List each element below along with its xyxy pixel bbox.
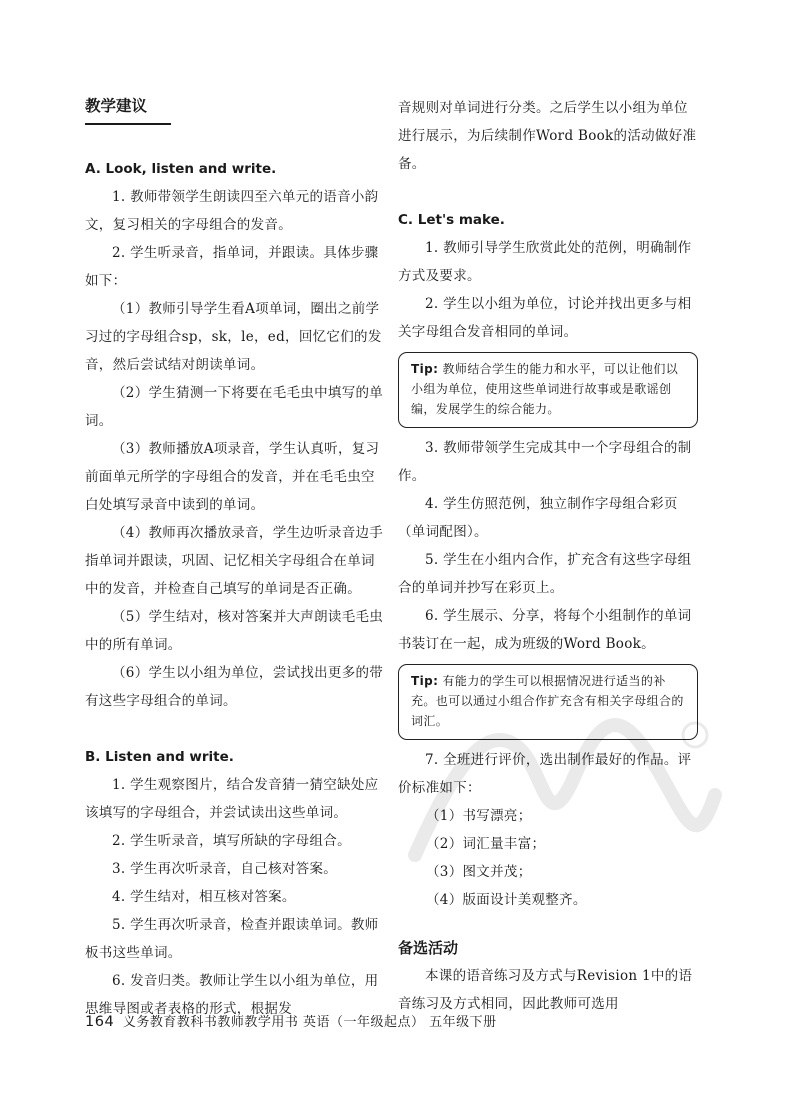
alternative-activity-title: 备选活动 bbox=[398, 939, 459, 957]
tip-label: Tip: bbox=[411, 674, 439, 688]
c-paragraph-6: 6. 学生展示、分享，将每个小组制作的单词书装订在一起，成为班级的Word Book。 bbox=[398, 608, 692, 652]
criteria-item: （3）图文并茂； bbox=[426, 864, 532, 880]
c-paragraph-5: 5. 学生在小组内合作，扩充含有这些字母组合的单词并抄写在彩页上。 bbox=[398, 552, 692, 596]
c-paragraph-1: 1. 教师引导学生欣赏此处的范例，明确制作方式及要求。 bbox=[398, 240, 692, 284]
a-paragraph-5: （3）教师播放A项录音，学生认真听，复习前面单元所学的字母组合的发音，并在毛毛虫空白处填写录音中读到的单词。 bbox=[85, 441, 380, 513]
a-paragraph-8: （6）学生以小组为单位，尝试找出更多的带有这些字母组合的单词。 bbox=[85, 665, 384, 709]
criteria-item: （4）版面设计美观整齐。 bbox=[426, 892, 587, 908]
b-paragraph-1: 1. 学生观察图片，结合发音猜一猜空缺处应该填写的字母组合，并尝试读出这些单词。 bbox=[85, 777, 379, 821]
c-paragraph-2: 2. 学生以小组为单位，讨论并找出更多与相关字母组合发音相同的单词。 bbox=[398, 296, 692, 340]
page-footer bbox=[85, 1011, 497, 1030]
a-paragraph-1: 1. 教师带领学生朗读四至六单元的语音小韵文，复习相关的字母组合的发音。 bbox=[85, 189, 379, 233]
a-paragraph-6: （4）教师再次播放录音，学生边听录音边手指单词并跟读，巩固、记忆相关字母组合在单词中的发音，并检查自己填写的单词是否正确。 bbox=[85, 525, 384, 597]
tip-text: 教师结合学生的能力和水平，可以让他们以小组为单位，使用这些单词进行故事或是歌谣创编，发展学生的综合能力。 bbox=[411, 362, 679, 416]
left-column bbox=[85, 94, 385, 1023]
alternative-activity-paragraph: 本课的语音练习及方式与Revision 1中的语音练习及方式相同，因此教师可选用 bbox=[398, 968, 693, 1012]
b-paragraph-6: 6. 发音归类。教师让学生以小组为单位，用思维导图或者表格的形式，根据发 bbox=[85, 973, 379, 1017]
book-title: 义务教育教科书教师教学用书 英语（一年级起点） 五年级下册 bbox=[122, 1015, 497, 1030]
a-paragraph-2: 2. 学生听录音，指单词，并跟读。具体步骤如下： bbox=[85, 245, 379, 289]
a-paragraph-7: （5）学生结对，核对答案并大声朗读毛毛虫中的所有单词。 bbox=[85, 609, 384, 653]
tip-box-2 bbox=[398, 664, 698, 740]
a-paragraph-3: （1）教师引导学生看A项单词，圈出之前学习过的字母组合sp，sk，le，ed，回忆它们的发音，然后尝试结对朗读单词。 bbox=[85, 301, 382, 373]
b-paragraph-6-continued: 音规则对单词进行分类。之后学生以小组为单位进行展示，为后续制作Word Book的活动做好准备。 bbox=[398, 100, 697, 172]
b-paragraph-5: 5. 学生再次听录音，检查并跟读单词。教师板书这些单词。 bbox=[85, 917, 379, 961]
right-column bbox=[398, 94, 698, 1018]
page-number: 164 bbox=[85, 1014, 115, 1030]
b-paragraph-2: 2. 学生听录音，填写所缺的字母组合。 bbox=[112, 833, 351, 849]
b-paragraph-4: 4. 学生结对，相互核对答案。 bbox=[112, 889, 296, 905]
section-title: 教学建议 bbox=[85, 94, 171, 125]
tip-text: 有能力的学生可以根据情况进行适当的补充。也可以通过小组合作扩充含有相关字母组合的词汇。 bbox=[411, 674, 684, 728]
c-paragraph-4: 4. 学生仿照范例，独立制作字母组合彩页（单词配图）。 bbox=[398, 496, 678, 540]
section-a-heading: A. Look, listen and write. bbox=[85, 161, 277, 177]
b-paragraph-3: 3. 学生再次听录音，自己核对答案。 bbox=[112, 861, 338, 877]
criteria-item: （1）书写漂亮； bbox=[426, 808, 532, 824]
tip-label: Tip: bbox=[411, 362, 439, 376]
section-c-heading: C. Let's make. bbox=[398, 212, 505, 228]
section-b-heading: B. Listen and write. bbox=[85, 749, 234, 765]
c-paragraph-7: 7. 全班进行评价，选出制作最好的作品。评价标准如下： bbox=[398, 752, 692, 796]
c-paragraph-3: 3. 教师带领学生完成其中一个字母组合的制作。 bbox=[398, 440, 692, 484]
a-paragraph-4: （2）学生猜测一下将要在毛毛虫中填写的单词。 bbox=[85, 385, 384, 429]
criteria-item: （2）词汇量丰富； bbox=[426, 836, 546, 852]
tip-box-1 bbox=[398, 352, 698, 428]
